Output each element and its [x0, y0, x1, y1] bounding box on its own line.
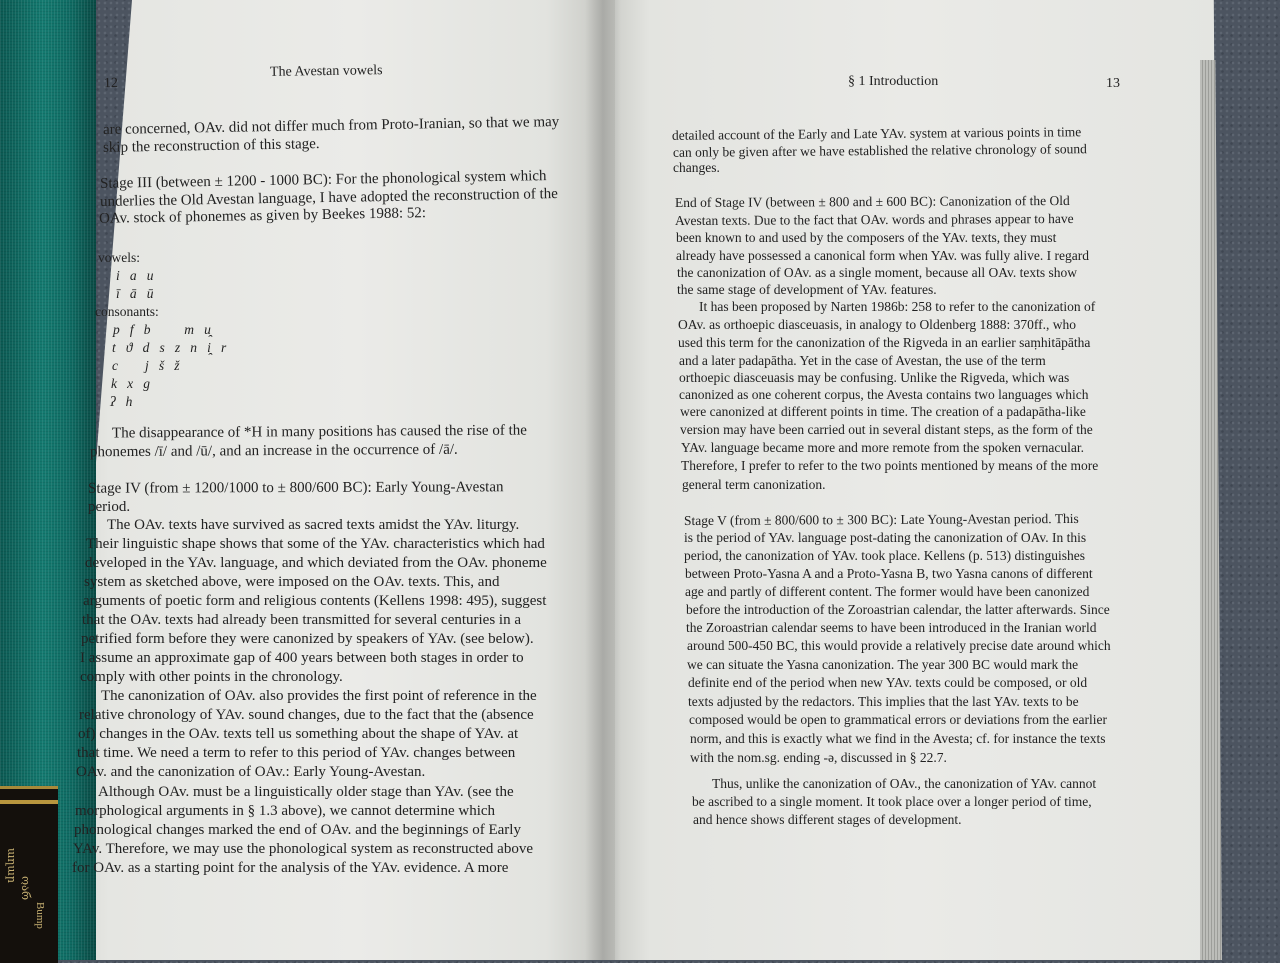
left-running-head: The Avestan vowels	[269, 63, 383, 80]
left-line-23: arguments of poetic form and religious contents (Kellens 1998: 495), suggest	[83, 593, 547, 609]
left-page-number: 12	[103, 75, 119, 92]
spine-text-3: Bump	[34, 902, 46, 929]
left-line-21: developed in the YAv. language, and which deviated from the OAv. phoneme	[85, 555, 547, 571]
right-line-37: and hence shows different stages of development.	[693, 812, 962, 827]
consonants-row-4: k x g	[111, 376, 150, 391]
left-line-28: The canonization of OAv. also provides the first point of reference in the	[101, 688, 537, 704]
right-line-11: OAv. as orthoepic diasceuasis, in analogy to Oldenberg 1888: 370ff., who	[678, 317, 1077, 332]
right-line-14: orthoepic diasceuasis may be confusing. Unlike the Rigveda, which was	[679, 370, 1070, 385]
vowels-long: ī ā ū	[116, 286, 154, 301]
left-line-27: comply with other points in the chronology.	[80, 669, 343, 685]
vowels-heading: vowels:	[98, 250, 140, 265]
right-line-6: been known to and used by the composers of the YAv. texts, they must	[676, 230, 1057, 245]
left-line-30: of) changes in the OAv. texts tell us something about the shape of YAv. at	[78, 726, 519, 742]
right-line-34: with the nom.sg. ending -ə, discussed in § 22.7.	[690, 750, 947, 765]
right-line-23: period, the canonization of YAv. took place. Kellens (p. 513) distinguishes	[684, 548, 1086, 563]
right-line-18: YAv. language became more and more remote from the spoken vernacular.	[681, 440, 1084, 455]
left-line-26: I assume an approximate gap of 400 years between both stages in order to	[80, 650, 524, 666]
right-running-head: § 1 Introduction	[848, 74, 939, 89]
right-line-8: the canonization of OAv. as a single moment, because all OAv. texts show	[677, 265, 1078, 280]
right-line-28: around 500-450 BC, this would provide a relatively precise date around which	[687, 638, 1111, 653]
right-line-20: general term canonization.	[682, 477, 826, 492]
right-line-31: texts adjusted by the redactors. This implies that the last YAv. texts to be	[688, 694, 1079, 709]
spine-text-1: աղար	[5, 848, 17, 883]
left-line-24: that the OAv. texts had already been transmitted for several centuries in a	[82, 612, 521, 628]
right-line-21: Stage V (from ± 800/600 to ± 300 BC): Late Young-Avestan period. This	[683, 510, 1079, 529]
left-line-36: YAv. Therefore, we may use the phonological system as reconstructed above	[73, 841, 533, 857]
left-line-20: Their linguistic shape shows that some of the YAv. characteristics which had	[86, 536, 545, 552]
right-line-4: End of Stage IV (between ± 800 and ± 600 BC): Canonization of the Old	[674, 192, 1070, 211]
left-line-17: Stage IV (from ± 1200/1000 to ± 800/600 BC): Early Young-Avestan	[87, 479, 504, 497]
spine-text-2: ოარ	[19, 876, 31, 901]
right-line-26: before the introduction of the Zoroastrian calendar, the latter afterwards. Since	[686, 602, 1110, 617]
right-line-19: Therefore, I prefer to refer to the two points mentioned by means of the more	[681, 458, 1099, 473]
right-line-24: between Proto-Yasna A and a Proto-Yasna B, two Yasna canons of different	[685, 566, 1093, 581]
left-line-19: The OAv. texts have survived as sacred texts amidst the YAv. liturgy.	[107, 517, 520, 533]
right-line-7: already have possessed a canonical form when YAv. was fully alive. I regard	[676, 248, 1089, 263]
right-line-16: were canonized at different points in time. The creation of a padapātha-like	[680, 404, 1086, 419]
book-gutter	[585, 0, 621, 960]
right-line-29: we can situate the Yasna canonization. The year 300 BC would mark the	[687, 657, 1079, 672]
right-line-15: canonized as one coherent corpus, the Avesta contains two languages which	[679, 387, 1089, 402]
right-line-12: used this term for the canonization of the Rigveda in an earlier saṃhitāpātha	[678, 335, 1091, 350]
left-line-35: phonological changes marked the end of OAv. and the beginnings of Early	[74, 822, 521, 838]
left-line-33: Although OAv. must be a linguistically older stage than YAv. (see the	[98, 784, 514, 800]
right-page-number: 13	[1106, 76, 1120, 91]
right-line-25: age and partly of different content. The former would have been canonized	[685, 584, 1090, 599]
left-line-2: skip the reconstruction of this stage.	[102, 136, 320, 156]
left-line-1: are concerned, OAv. did not differ much from Proto-Iranian, so that we may	[102, 114, 560, 138]
right-line-3: changes.	[673, 160, 720, 175]
right-line-17: version may have been carried out in several distant steps, as the form of the	[680, 422, 1093, 437]
right-line-13: and a later padapātha. Yet in the case of Avestan, the use of the term	[679, 353, 1046, 368]
right-line-10: It has been proposed by Narten 1986b: 258 to refer to the canonization of	[699, 299, 1096, 314]
consonants-row-2: t ϑ d s z n i̯ r	[112, 340, 227, 355]
right-line-22: is the period of YAv. language post-dating the canonization of OAv. In this	[684, 530, 1087, 545]
spine-gold-band	[0, 800, 58, 804]
right-line-30: definite end of the period when new YAv. texts could be composed, or old	[688, 675, 1088, 690]
consonants-row-1: p f b m u̯	[113, 322, 211, 337]
right-line-35: Thus, unlike the canonization of OAv., the canonization of YAv. cannot	[712, 776, 1097, 791]
left-line-22: system as sketched above, were imposed on the OAv. texts. This, and	[84, 574, 500, 590]
left-line-16: phonemes /ī/ and /ū/, and an increase in the occurrence of /ā/.	[89, 441, 458, 461]
left-line-18: period.	[88, 499, 131, 515]
left-line-37: for OAv. as a starting point for the analysis of the YAv. evidence. A more	[72, 860, 509, 876]
right-line-2: can only be given after we have established the relative chronology of sound	[672, 141, 1087, 160]
left-line-25: petrified form before they were canonized by speakers of YAv. (see below).	[81, 631, 534, 647]
left-line-5: OAv. stock of phonemes as given by Beekes 1988: 52:	[98, 205, 427, 227]
consonants-row-3: c j š ž	[112, 358, 180, 373]
left-line-34: morphological arguments in § 1.3 above), we cannot determine which	[75, 803, 496, 819]
consonants-row-5: ʔ h	[110, 394, 133, 409]
left-line-4: underlies the Old Avestan language, I have adopted the reconstruction of the	[99, 186, 559, 210]
vowels-short: i a u	[116, 268, 154, 283]
left-line-15: The disappearance of *H in many positions has caused the rise of the	[111, 422, 527, 442]
consonants-heading: consonants:	[95, 304, 159, 319]
left-line-31: that time. We need a term to refer to this period of YAv. changes between	[77, 745, 516, 761]
right-line-9: the same stage of development of YAv. features.	[677, 282, 937, 297]
right-line-36: be ascribed to a single moment. It took place over a longer period of time,	[692, 794, 1092, 809]
left-line-29: relative chronology of YAv. sound changes, due to the fact that the (absence	[79, 707, 534, 723]
right-line-5: Avestan texts. Due to the fact that OAv. words and phrases appear to have	[674, 210, 1074, 229]
right-line-32: composed would be open to grammatical errors or deviations from the earlier	[689, 712, 1107, 727]
left-line-32: OAv. and the canonization of OAv.: Early Young-Avestan.	[76, 764, 426, 780]
right-line-33: norm, and this is exactly what we find in the Avesta; cf. for instance the texts	[690, 731, 1106, 746]
right-line-1: detailed account of the Early and Late YAv. system at various points in time	[671, 124, 1082, 143]
left-line-3: Stage III (between ± 1200 - 1000 BC): For the phonological system which	[99, 168, 547, 192]
right-line-27: the Zoroastrian calendar seems to have been introduced in the Iranian world	[686, 620, 1097, 635]
